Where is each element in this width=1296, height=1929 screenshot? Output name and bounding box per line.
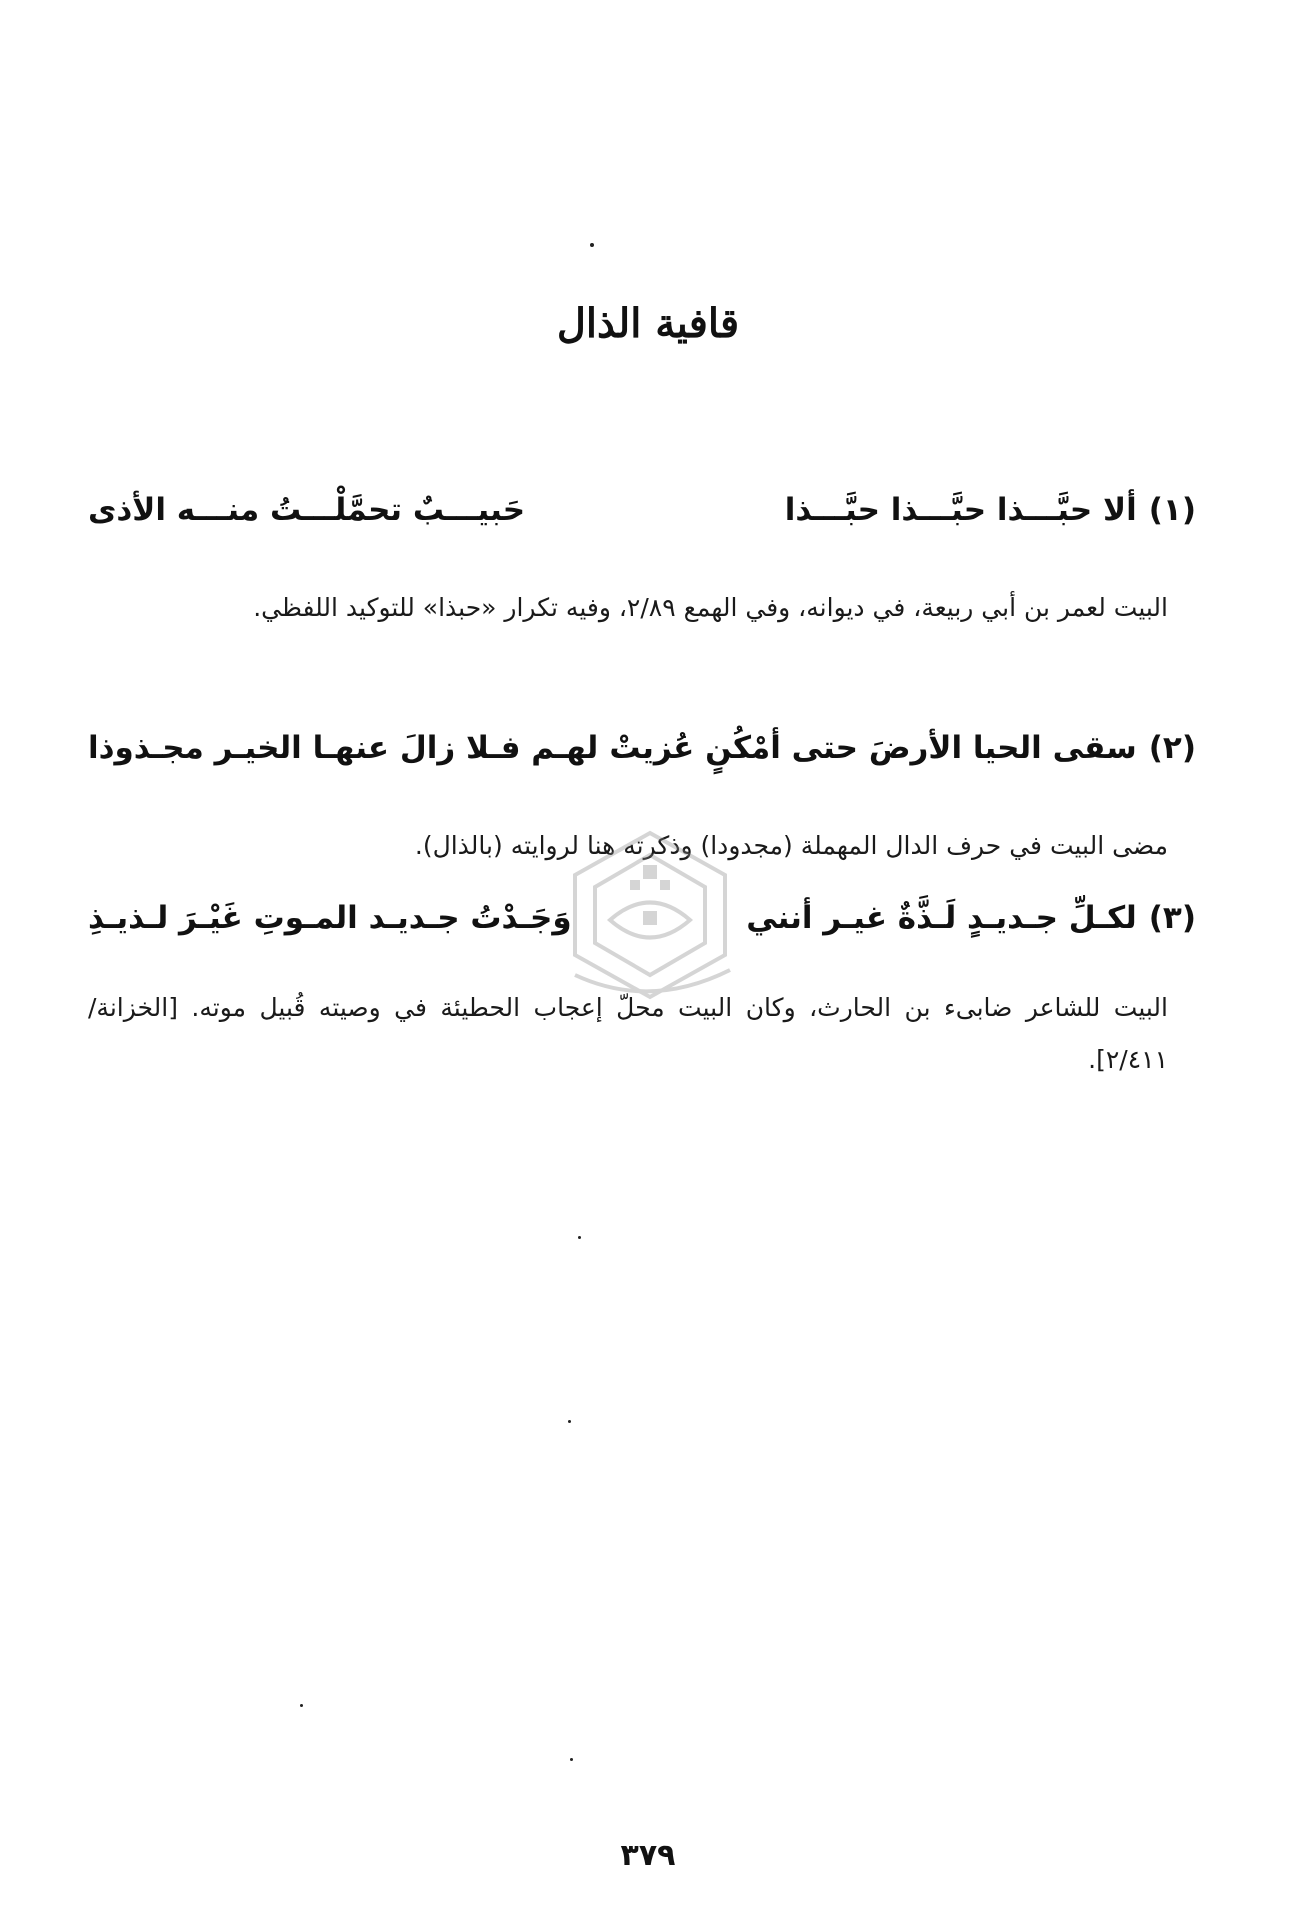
verse-hemistich-first: لكـلِّ جـديـدٍ لَـذَّةٌ غيـر أنني — [746, 900, 1137, 936]
verse-note-2: مضى البيت في حرف الدال المهملة (مجدودا) وذكرته هنا لروايته (بالذال). — [414, 831, 1168, 860]
verse-hemistich-second: لهـم فـلا زالَ عنهـا الخيـر مجـذوذا — [88, 730, 599, 766]
verse-number: (٢) — [1148, 730, 1196, 766]
verse-1 — [88, 492, 1196, 528]
scan-speck — [570, 1758, 573, 1761]
scan-speck — [578, 1236, 581, 1239]
verse-note-3: البيت للشاعر ضابىء بن الحارث، وكان البيت محلّ إعجاب الحطيئة في وصيته قُبيل موته. [الخزانة/٢/٤١١]. — [88, 993, 1168, 1074]
section-title: قافية الذال — [556, 300, 740, 347]
verse-hemistich-first: ألا حبَّـــذا حبَّـــذا حبَّـــذا — [784, 492, 1137, 528]
verse-hemistich-first: سقى الحيا الأرضَ حتى أمْكُنٍ عُزيتْ — [609, 730, 1137, 766]
scan-speck — [300, 1704, 303, 1707]
verse-number: (١) — [1148, 492, 1196, 528]
watermark-logo — [555, 825, 745, 1015]
verse-hemistich-second: وَجَـدْتُ جـديـد المـوتِ غَيْـرَ لـذيـذِ — [87, 900, 572, 936]
scan-speck — [568, 1420, 571, 1423]
verse-note-1: البيت لعمر بن أبي ربيعة، في ديوانه، وفي الهمع ٢/٨٩، وفيه تكرار «حبذا» للتوكيد اللفظي. — [253, 593, 1168, 622]
page-number: ٣٧٩ — [620, 1838, 676, 1873]
scan-speck — [590, 243, 594, 247]
verse-number: (٣) — [1148, 900, 1196, 936]
verse-hemistich-second: حَبيـــبٌ تحمَّلْـــتُ منـــه الأذى — [87, 492, 526, 528]
verse-2 — [88, 730, 1196, 766]
